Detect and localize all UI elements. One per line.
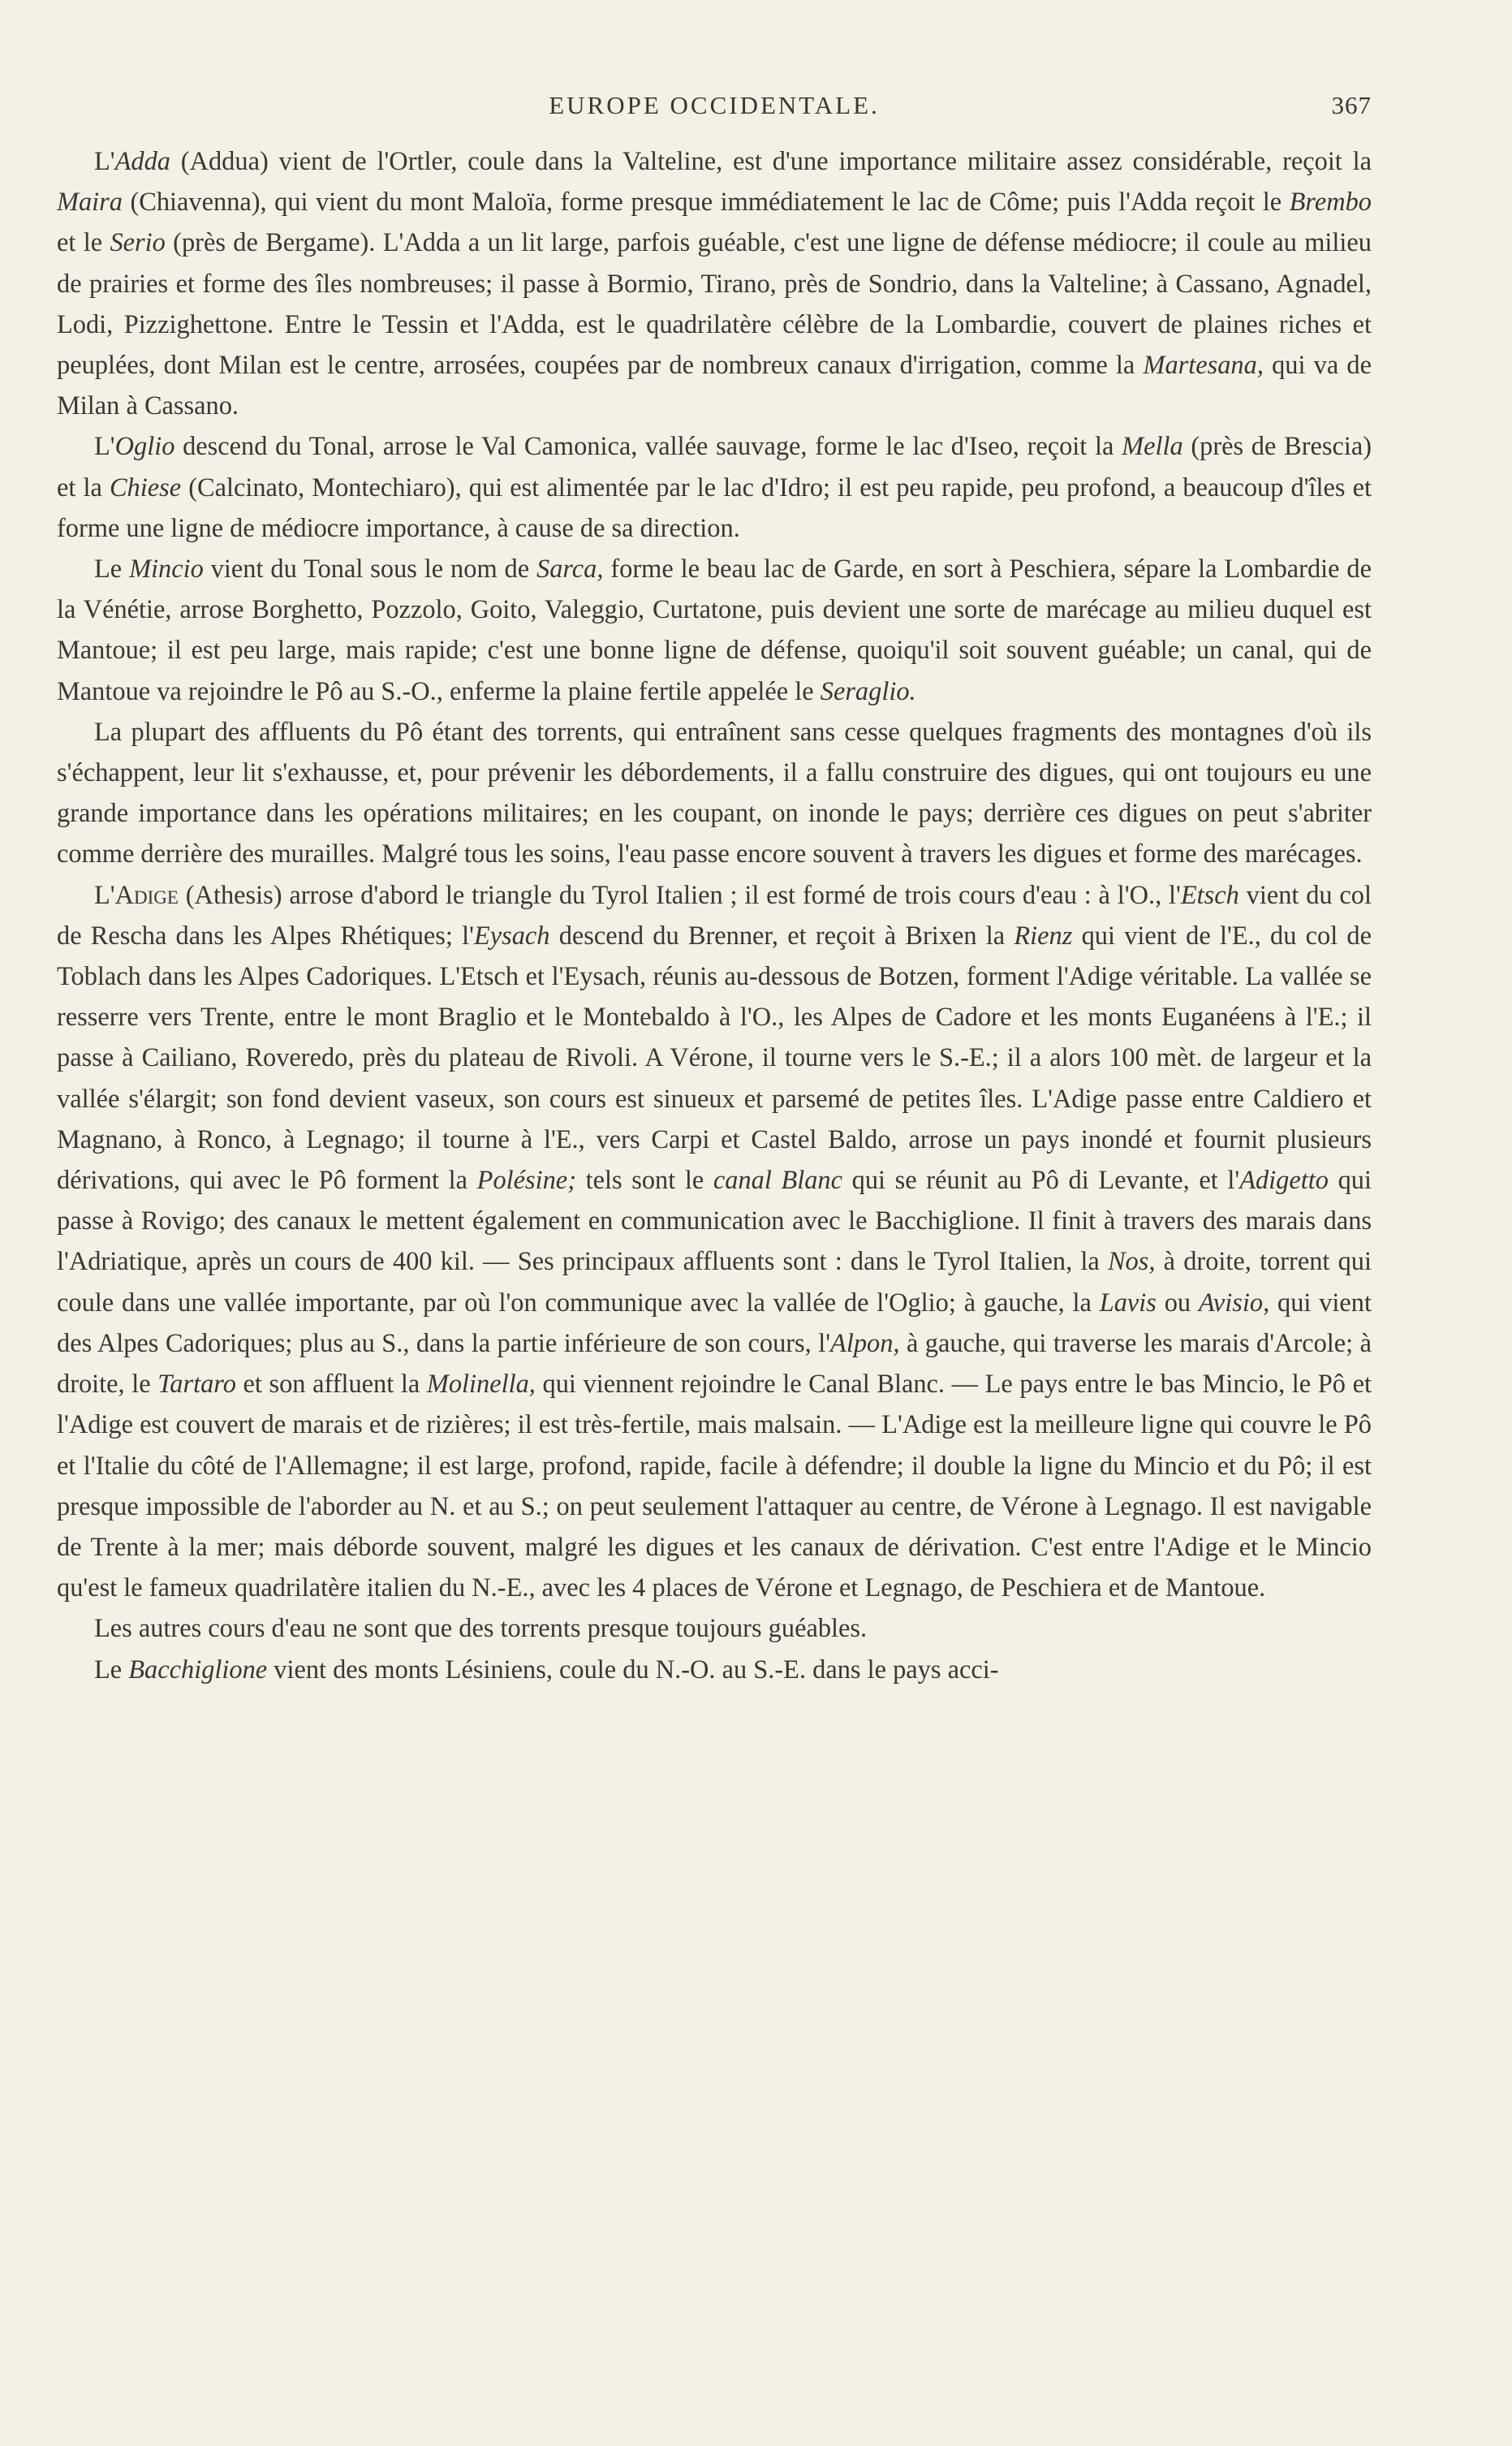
italic-term: Molinella, [426,1370,536,1400]
italic-term: Eysach [473,921,550,951]
text-run: et son affluent la [235,1370,427,1400]
text-run: L' [94,432,115,462]
text-run: à droite, torrent qui coule dans une vallée importante, par où l'on communique avec la vallée de l'Oglio; à gauche, la [57,1247,1372,1318]
italic-term: Nos, [1107,1247,1156,1277]
text-run: descend du Brenner, et reçoit à Brixen la [549,921,1014,951]
running-head [57,91,1372,140]
italic-term: Seraglio. [820,676,916,706]
italic-term: Rienz [1014,921,1073,951]
text-run: (Addua) vient de l'Ortler, coule dans la Valteline, est d'une importance militaire assez considérable, reçoit la [170,147,1372,176]
italic-term: Bacchiglione [128,1654,268,1685]
text-run: vient du col de Rescha dans les Alpes Rhétiques; l' [57,880,1372,951]
text-run: vient des monts Lésiniens, coule du N.-O. au S.-E. dans le pays acci- [267,1654,999,1685]
italic-term: Sarca, [536,554,604,585]
text-run: descend du Tonal, arrose le Val Camonica, vallée sauvage, forme le lac d'Iseo, reçoit la [174,432,1122,462]
italic-term: canal Blanc [713,1166,843,1196]
italic-term: Avisio, [1198,1288,1270,1318]
text-run: Les autres cours d'eau ne sont que des torrents presque toujours guéables. [94,1614,868,1644]
book-page [57,91,1372,1690]
text-run: La plupart des affluents du Pô étant des torrents, qui entraînent sans cesse quelques fragments des montagnes d'où ils s'échappent, leur lit s'exhausse, et, pour prévenir les débordements, il a fallu construire des digues, qui ont toujours eu une grande importance dans les opérations militaires; en les coupant, on inonde le pays; derrière ces digues on peut s'abriter comme derrière des murailles. Malgré tous les soins, l'eau passe encore souvent à travers les digues et forme des marécages. [57,717,1372,869]
paragraph-adda [57,141,1372,426]
text-run: ou [1156,1288,1199,1318]
text-run: (près de Brescia) et la [57,432,1372,503]
text-run: (Calcinato, Montechiaro), qui est alimentée par le lac d'Idro; il est peu rapide, peu profond, a beaucoup d'îles et forme une ligne de médiocre importance, à cause de sa direction. [57,472,1372,543]
body-text [57,141,1372,1690]
text-run: Le [94,1654,129,1685]
text-run: L' [94,880,115,910]
italic-term: Oglio [114,432,175,462]
text-run: qui vient de l'E., du col de Toblach dans les Alpes Cadoriques. L'Etsch et l'Eysach, réunis au-dessous de Botzen, forment l'Adige véritable. La vallée se resserre vers Trente, entre le mont Braglio et le Montebaldo à l'O., les Alpes de Cadore et les monts Euganéens à l'E.; il passe à Cailiano, Roveredo, près du plateau de Rivoli. A Vérone, il tourne vers le S.-E.; il a alors 100 mèt. de largeur et la vallée s'élargit; son fond devient vaseux, son cours est sinueux et parsemé de petites îles. L'Adige passe entre Caldiero et Magnano, à Ronco, à Legnago; il tourne à l'E., vers Carpi et Castel Baldo, arrose un pays inondé et fournit plusieurs dérivations, qui avec le Pô forment la [57,921,1372,1196]
paragraph-mincio [57,549,1372,712]
text-run: qui viennent rejoindre le Canal Blanc. — Le pays entre le bas Mincio, le Pô et l'Adige est couvert de marais et de rizières; il est très-fertile, mais malsain. — L'Adige est la meilleure ligne qui couvre le Pô et l'Italie du côté de l'Allemagne; il est large, profond, rapide, facile à défendre; il double la ligne du Mincio et du Pô; il est presque impossible de l'aborder au N. et au S.; on peut seulement l'attaquer au centre, de Vérone à Legnago. Il est navigable de Trente à la mer; mais déborde souvent, malgré les digues et les canaux de dérivation. C'est entre l'Adige et le Mincio qu'est le fameux quadrilatère italien du N.-E., avec les 4 places de Vérone et Legnago, de Peschiera et de Mantoue. [57,1370,1372,1603]
italic-term: Adda [114,147,170,176]
running-title: EUROPE OCCIDENTALE. [549,91,880,119]
italic-term: Brembo [1289,188,1372,218]
italic-term: Mincio [129,554,204,585]
paragraph-oglio [57,426,1372,549]
italic-term: Serio [110,228,166,258]
italic-term: Alpon, [830,1328,900,1358]
paragraph-adige [57,875,1372,1609]
text-run: (Chiavenna), qui vient du mont Maloïa, forme presque immédiatement le lac de Côme; puis l'Adda reçoit le [122,188,1290,218]
small-caps-term: Adige [114,880,179,910]
text-run: à gauche, qui traverse les marais d'Arcole; à droite, le [57,1328,1372,1400]
italic-term: Chiese [109,472,182,503]
italic-term: Adigetto [1239,1166,1329,1196]
italic-term: Tartaro [157,1370,236,1400]
text-run: qui vient des Alpes Cadoriques; plus au S., dans la partie inférieure de son cours, l' [57,1288,1372,1358]
text-run: Le [94,554,130,585]
text-run: qui va de Milan à Cassano. [57,351,1372,421]
italic-term: Polésine; [476,1166,576,1196]
italic-term: Etsch [1180,880,1239,910]
paragraph-affluents-digues [57,712,1372,875]
paragraph-autres-cours [57,1608,1372,1649]
text-run: (Athesis) arrose d'abord le triangle du Tyrol Italien ; il est formé de trois cours d'eau : à l'O., l' [178,880,1181,910]
text-run: tels sont le [575,1166,713,1196]
text-run: forme le beau lac de Garde, en sort à Peschiera, sépare la Lombardie de la Vénétie, arrose Borghetto, Pozzolo, Goito, Valeggio, Curtatone, puis devient une sorte de marécage au milieu duquel est Mantoue; il est peu large, mais rapide; c'est une bonne ligne de défense, quoiqu'il soit souvent guéable; un canal, qui de Mantoue va rejoindre le Pô au S.-O., enferme la plaine fertile appelée le [57,554,1372,706]
page-number: 367 [1331,91,1372,119]
text-run: et le [57,228,110,258]
text-run: L' [94,147,115,176]
italic-term: Lavis [1099,1288,1157,1318]
text-run: qui se réunit au Pô di Levante, et l' [842,1166,1240,1196]
italic-term: Mella [1122,432,1183,462]
text-run: (près de Bergame). L'Adda a un lit large, parfois guéable, c'est une ligne de défense médiocre; il coule au milieu de prairies et forme des îles nombreuses; il passe à Bormio, Tirano, près de Sondrio, dans la Valteline; à Cassano, Agnadel, Lodi, Pizzighettone. Entre le Tessin et l'Adda, est le quadrilatère célèbre de la Lombardie, couvert de plaines riches et peuplées, dont Milan est le centre, arrosées, coupées par de nombreux canaux d'irrigation, comme la [57,228,1372,381]
text-run: vient du Tonal sous le nom de [203,554,537,585]
text-run: qui passe à Rovigo; des canaux le mettent également en communication avec le Bacchiglione. Il finit à travers des marais dans l'Adriatique, après un cours de 400 kil. — Ses principaux affluents sont : dans le Tyrol Italien, la [57,1166,1372,1277]
paragraph-bacchiglione [57,1650,1372,1690]
italic-term: Maira [57,188,123,218]
italic-term: Martesana, [1143,351,1264,381]
